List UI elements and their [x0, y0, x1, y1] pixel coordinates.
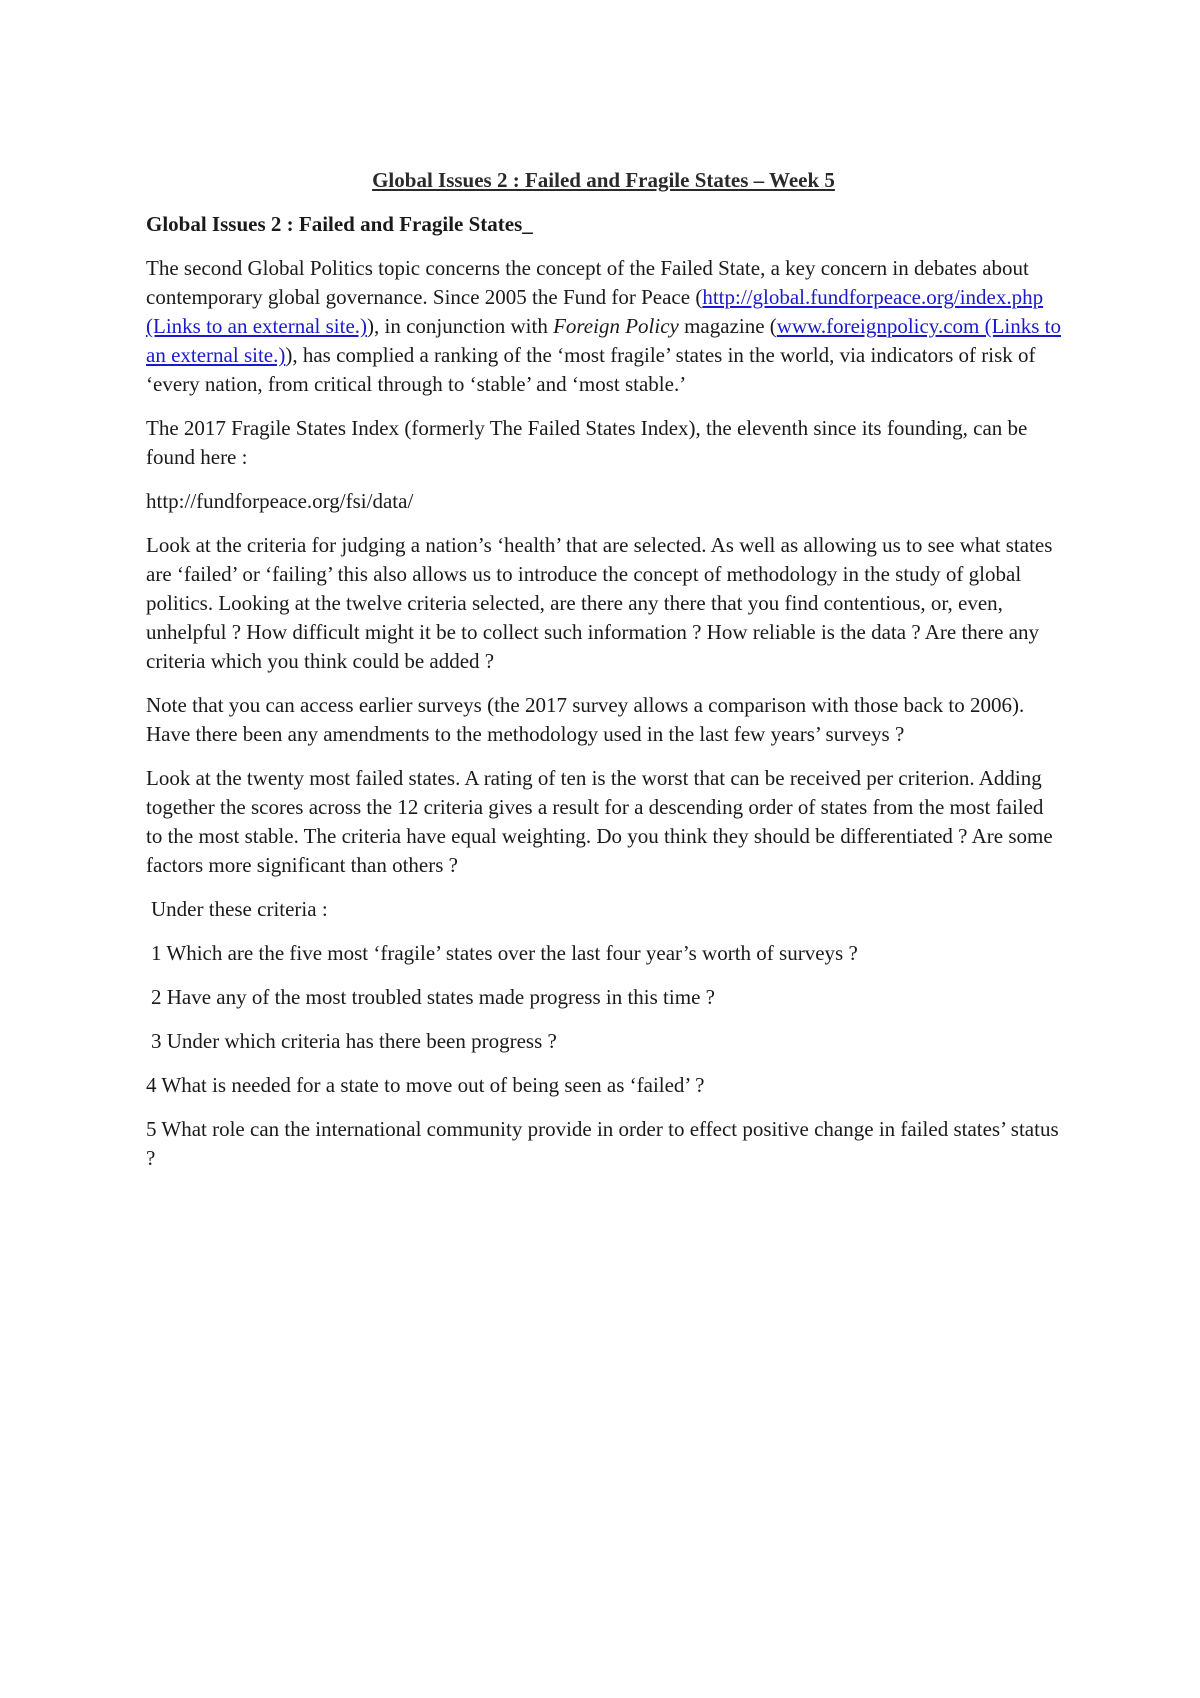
foreign-policy-italic: Foreign Policy [553, 314, 679, 338]
question-4: 4 What is needed for a state to move out of being seen as ‘failed’ ? [146, 1073, 705, 1097]
document-body [146, 166, 1061, 1188]
fsi-data-url: http://fundforpeace.org/fsi/data/ [146, 489, 414, 513]
question-3: 3 Under which criteria has there been progress ? [151, 1029, 557, 1053]
intro-paragraph [146, 254, 1061, 399]
index-paragraph: The 2017 Fragile States Index (formerly The Failed States Index), the eleventh since its founding, can be found here : [146, 416, 1028, 469]
question-5: 5 What role can the international community provide in order to effect positive change in failed states’ status ? [146, 1117, 1059, 1170]
surveys-paragraph: Note that you can access earlier surveys (the 2017 survey allows a comparison with those back to 2006). Have there been any amendments to the methodology used in the last few years’ surveys ? [146, 693, 1025, 746]
foreignpolicy-link[interactable]: www.foreignpolicy.com (Links to an external site.) [146, 314, 1062, 367]
ratings-paragraph: Look at the twenty most failed states. A rating of ten is the worst that can be received per criterion. Adding together the scores across the 12 criteria gives a result for a descending order of states from the most failed to the most stable. The criteria have equal weighting. Do you think they should be differentiated ? Are some factors more significant than others ? [146, 766, 1053, 877]
question-2: 2 Have any of the most troubled states made progress in this time ? [151, 985, 715, 1009]
question-1: 1 Which are the five most ‘fragile’ states over the last four year’s worth of surveys ? [151, 941, 858, 965]
document-title: Global Issues 2 : Failed and Fragile States – Week 5 [372, 168, 835, 192]
section-heading-text: Global Issues 2 : Failed and Fragile States [146, 212, 523, 236]
intro-text-a: The second Global Politics topic concerns the concept of the Failed State, a key concern in debates about contemporary global governance. Since 2005 the Fund for Peace ( [146, 256, 1029, 309]
fundforpeace-link[interactable]: http://global.fundforpeace.org/index.php (Links to an external site.) [146, 285, 1044, 338]
criteria-intro: Under these criteria : [151, 897, 328, 921]
intro-text-b: ), in conjunction with [367, 314, 554, 338]
section-heading-suffix: _ [522, 212, 533, 236]
criteria-paragraph: Look at the criteria for judging a nation’s ‘health’ that are selected. As well as allowing us to see what states are ‘failed’ or ‘failing’ this also allows us to introduce the concept of methodology in the study of global politics. Looking at the twelve criteria selected, are there any there that you find contentious, or, even, unhelpful ? How difficult might it be to collect such information ? How reliable is the data ? Are there any criteria which you think could be added ? [146, 533, 1053, 673]
intro-text-c: magazine ( [678, 314, 777, 338]
section-heading [146, 210, 1061, 239]
intro-text-d: ), has complied a ranking of the ‘most fragile’ states in the world, via indicators of risk of ‘every nation, from critical through to ‘stable’ and ‘most stable.’ [146, 343, 1036, 396]
